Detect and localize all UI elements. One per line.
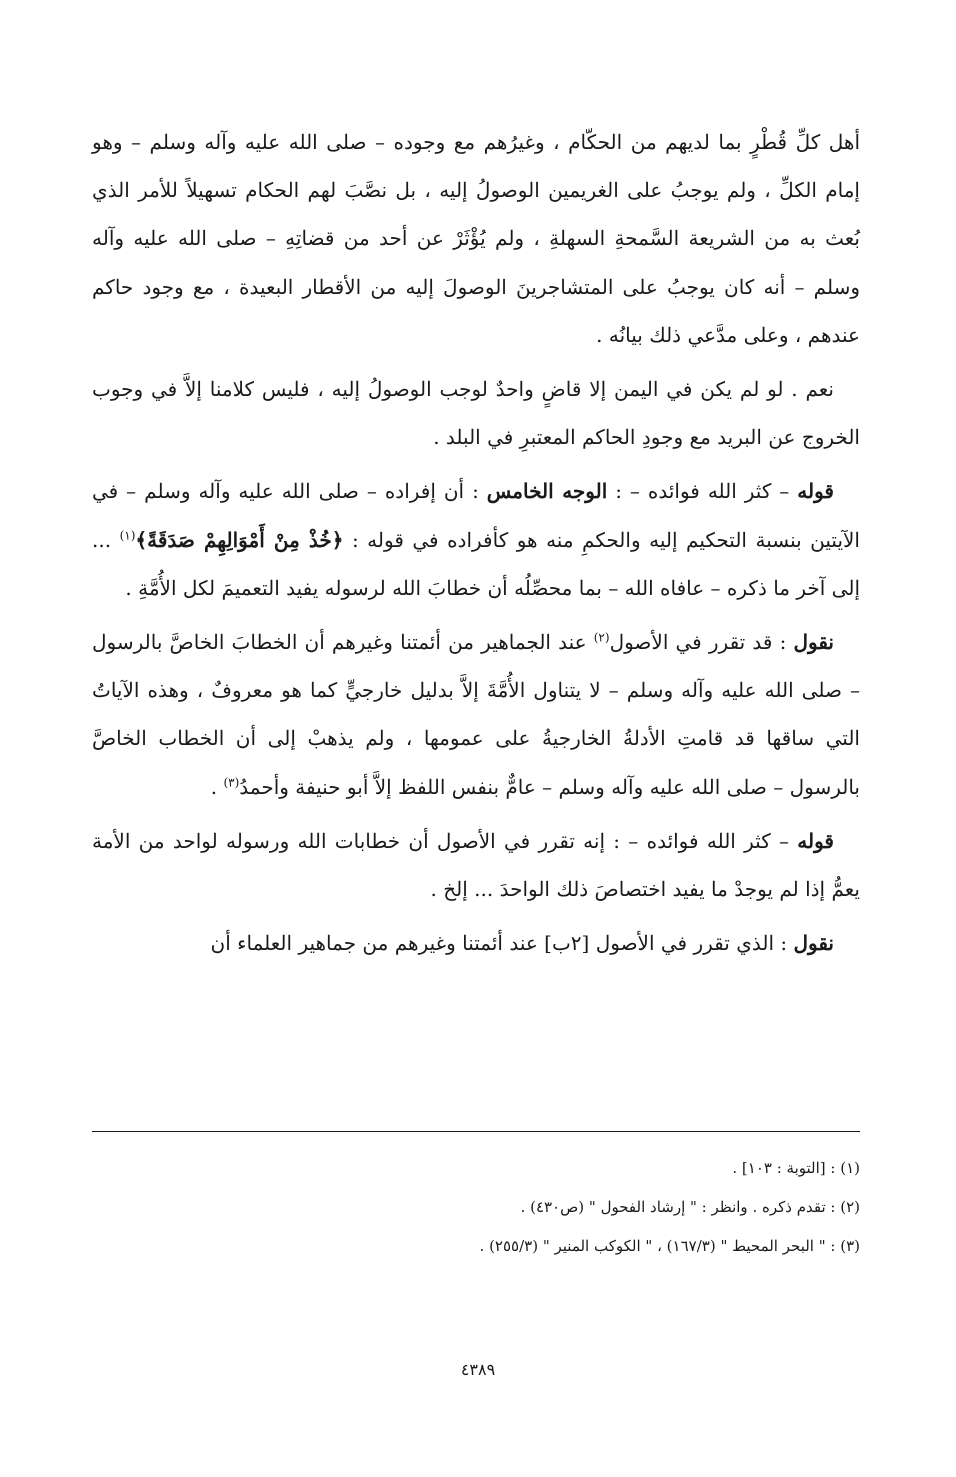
bold-term: قوله bbox=[797, 479, 834, 504]
bold-term: نقول bbox=[793, 931, 834, 956]
main-text bbox=[92, 118, 860, 967]
bold-term: الوجه الخامس bbox=[486, 479, 608, 504]
text-run: . bbox=[210, 774, 224, 799]
bold-term: ﴿خُذْ مِنْ أَمْوَالِهِمْ صَدَقَةً﴾ bbox=[135, 527, 344, 552]
paragraph bbox=[92, 365, 860, 461]
text-run: عند الجماهير من أئمتنا وغيرهم أن الخطابَ الخاصَّ بالرسول – صلى الله عليه وآله وسلم – لا يتناول الأُمَّةَ إلاَّ بدليل خارجيٍّ كما هو معروفٌ ، وهذه الآياتُ التي ساقها قد قامتِ الأدلةُ الخارجيةُ على عمومها ، ولم يذهبْ إلى أن الخطاب الخاصَّ بالرسول – صلى الله عليه وآله وسلم – عامٌّ بنفس اللفظ إلاَّ أبو حنيفة وأحمدُ bbox=[92, 630, 861, 799]
paragraph bbox=[92, 118, 860, 359]
text-run: : أن إفراده – صلى الله عليه وآله وسلم – في الآيتين بنسبة التحكيم إليه والحكمِ منه هو كأفراده في قوله : bbox=[92, 479, 860, 552]
footnote-2: (٢) : تقدم ذكره . وانظر : " إرشاد الفحول " (ص٤٣٠) . bbox=[520, 1198, 860, 1216]
paragraph bbox=[92, 817, 860, 913]
page-number: ٤٣٨٩ bbox=[460, 1360, 496, 1379]
footnote-ref: (٢) bbox=[593, 630, 610, 645]
text-run: ... إلى آخر ما ذكره – عافاه الله – بما محصِّلُه أن خطابَ الله لرسوله يفيد التعميمَ لكل الأُمَّةِ . bbox=[92, 527, 860, 600]
paragraph bbox=[92, 919, 860, 967]
text-run: – كثر الله فوائده – : bbox=[607, 479, 798, 504]
bold-term: نقول bbox=[793, 630, 834, 655]
text-run: أهل كلِّ قُطْرٍ بما لديهم من الحكّام ، وغيرُهم مع وجوده – صلى الله عليه وآله وسلم – وهو إمام الكلِّ ، ولم يوجبُ على الغريمين الوصولُ إليه ، بل نصَّبَ لهم الحكام تسهيلاً للأمر الذي بُعث به من الشريعة السَّمحةِ السهلةِ ، ولم يُؤْثَرْ عن أحد من قضاتِهِ – صلى الله عليه وآله وسلم – أنه كان يوجبُ على المتشاجرينَ الوصولَ إليه من الأقطار البعيدة ، مع وجود حاكم عندهم ، وعلى مدَّعي ذلك بيانُه . bbox=[92, 130, 860, 347]
text-run: : قد تقرر في الأصول bbox=[609, 630, 794, 655]
footnote-3: (٣) : " البحر المحيط " (١٦٧/٣) ، " الكوكب المنير " (٢٥٥/٣) . bbox=[479, 1237, 860, 1255]
footnotes bbox=[92, 1149, 860, 1266]
paragraph bbox=[92, 618, 860, 811]
footnote-1: (١) : [التوبة : ١٠٣] . bbox=[732, 1159, 860, 1177]
footnote-ref: (٣) bbox=[223, 774, 240, 789]
bold-term: قوله bbox=[797, 828, 834, 853]
text-run: نعم . لو لم يكن في اليمن إلا قاضٍ واحدٌ لوجب الوصولُ إليه ، فليس كلامنا إلاَّ في وجوب الخروج عن البريد مع وجودِ الحاكم المعتبرِ في البلد . bbox=[92, 377, 860, 450]
text-run: – كثر الله فوائده – : إنه تقرر في الأصول أن خطابات الله ورسوله لواحد من الأمة يعمُّ إذا لم يوجدْ ما يفيد اختصاصَ ذلك الواحدَ ... إلخ . bbox=[92, 828, 860, 902]
paragraph bbox=[92, 467, 860, 612]
footnote-ref: (١) bbox=[119, 527, 136, 542]
footnote-separator bbox=[92, 1131, 860, 1132]
text-run: : الذي تقرر في الأصول [٢ب] عند أئمتنا وغيرهم من جماهير العلماء أن bbox=[210, 931, 794, 956]
